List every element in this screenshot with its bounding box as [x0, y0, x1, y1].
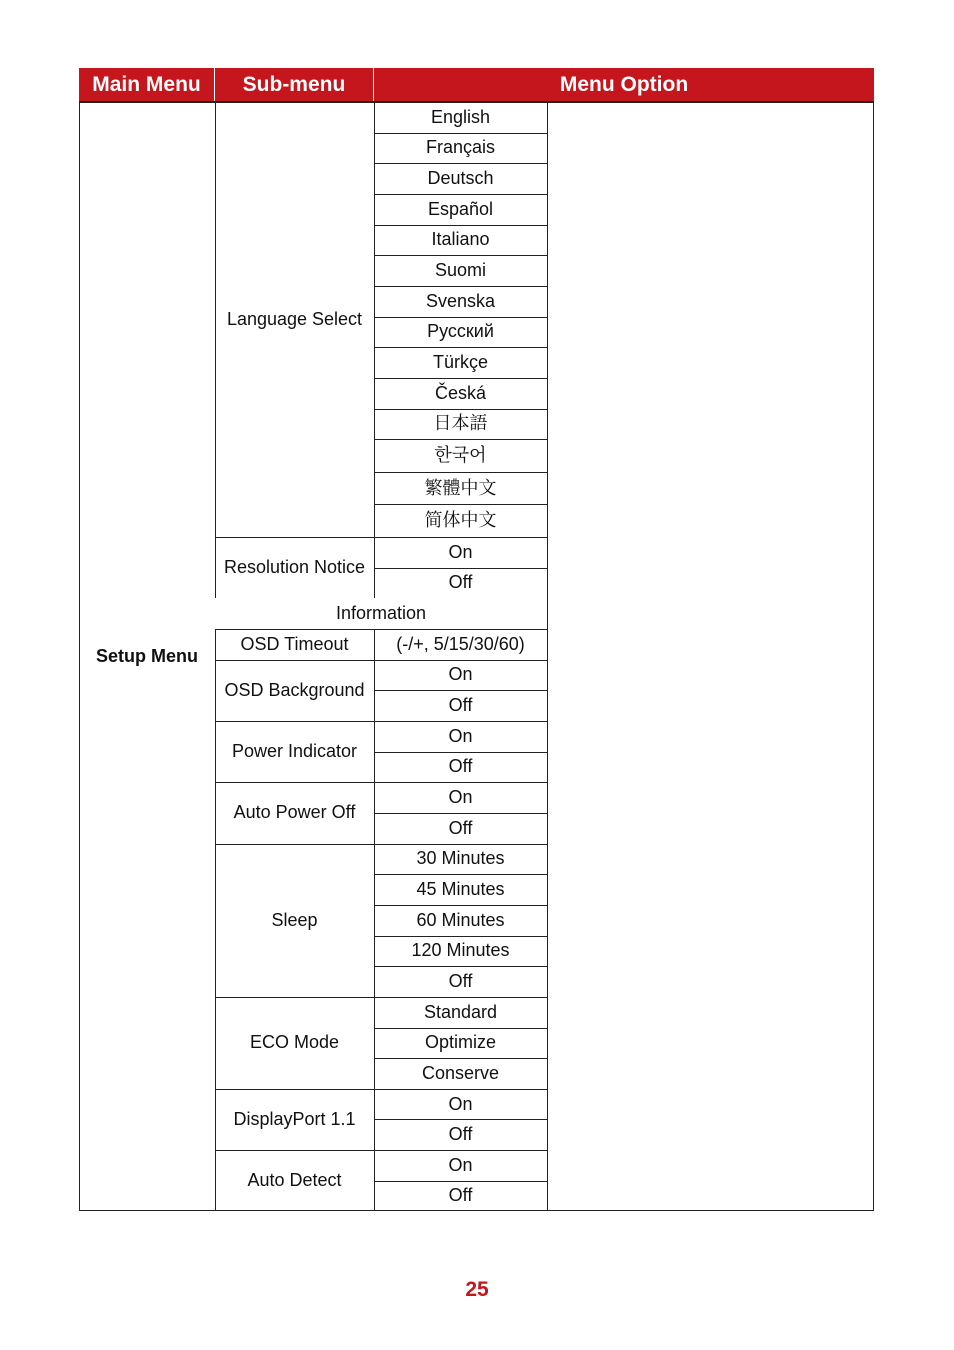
menu-option: Off [448, 1185, 473, 1206]
menu-option: On [448, 1093, 473, 1114]
menu-option: On [448, 725, 473, 746]
header-menu-option: Menu Option [374, 68, 874, 102]
menu-option: 120 Minutes [411, 940, 510, 961]
menu-option: 30 Minutes [416, 848, 505, 869]
menu-option: Italiano [431, 229, 490, 250]
submenu-label: Resolution Notice [223, 557, 366, 578]
menu-option: Off [448, 970, 473, 991]
menu-option: Español [427, 198, 494, 219]
menu-option: On [448, 1154, 473, 1175]
column-divider [547, 102, 548, 1211]
submenu-label: DisplayPort 1.1 [233, 1108, 356, 1129]
menu-option: 日本語 [433, 413, 488, 434]
menu-option: 45 Minutes [416, 878, 505, 899]
menu-option: 60 Minutes [416, 909, 505, 930]
main-menu-setup: Setup Menu [96, 645, 198, 666]
menu-option: Türkçe [432, 351, 488, 372]
menu-option: Off [448, 1124, 473, 1145]
menu-option: 简体中文 [424, 510, 497, 531]
submenu-label: ECO Mode [249, 1032, 340, 1053]
menu-option: Suomi [434, 259, 487, 280]
menu-option: (-/+, 5/15/30/60) [396, 633, 525, 654]
menu-option: Deutsch [427, 168, 494, 189]
menu-option: Česká [434, 382, 487, 403]
menu-option: Optimize [424, 1032, 496, 1053]
submenu-label: Auto Detect [247, 1170, 342, 1191]
menu-option: Off [448, 572, 473, 593]
submenu-label: OSD Background [224, 679, 365, 700]
menu-option: 繁體中文 [424, 477, 497, 498]
submenu-label: Language Select [226, 308, 363, 329]
menu-option: On [448, 664, 473, 685]
submenu-label: Power Indicator [231, 741, 358, 762]
menu-option: Off [448, 756, 473, 777]
menu-option: 한국어 [434, 444, 487, 465]
submenu-label: OSD Timeout [240, 633, 349, 654]
menu-option: English [430, 106, 491, 127]
menu-option: Svenska [425, 290, 496, 311]
menu-option: Off [448, 695, 473, 716]
menu-option: Conserve [421, 1062, 500, 1083]
menu-option: On [448, 787, 473, 808]
submenu-label: Sleep [271, 909, 318, 930]
menu-option: On [448, 541, 473, 562]
menu-option: Standard [423, 1001, 498, 1022]
header-sub-menu: Sub-menu [215, 68, 374, 102]
header-main-menu: Main Menu [79, 68, 215, 102]
menu-option: Off [448, 817, 473, 838]
submenu-label: Auto Power Off [233, 802, 356, 823]
page-number: 25 [465, 1278, 489, 1301]
menu-option: Русский [427, 321, 494, 342]
menu-option: Français [425, 137, 496, 158]
submenu-label: Information [215, 598, 547, 629]
